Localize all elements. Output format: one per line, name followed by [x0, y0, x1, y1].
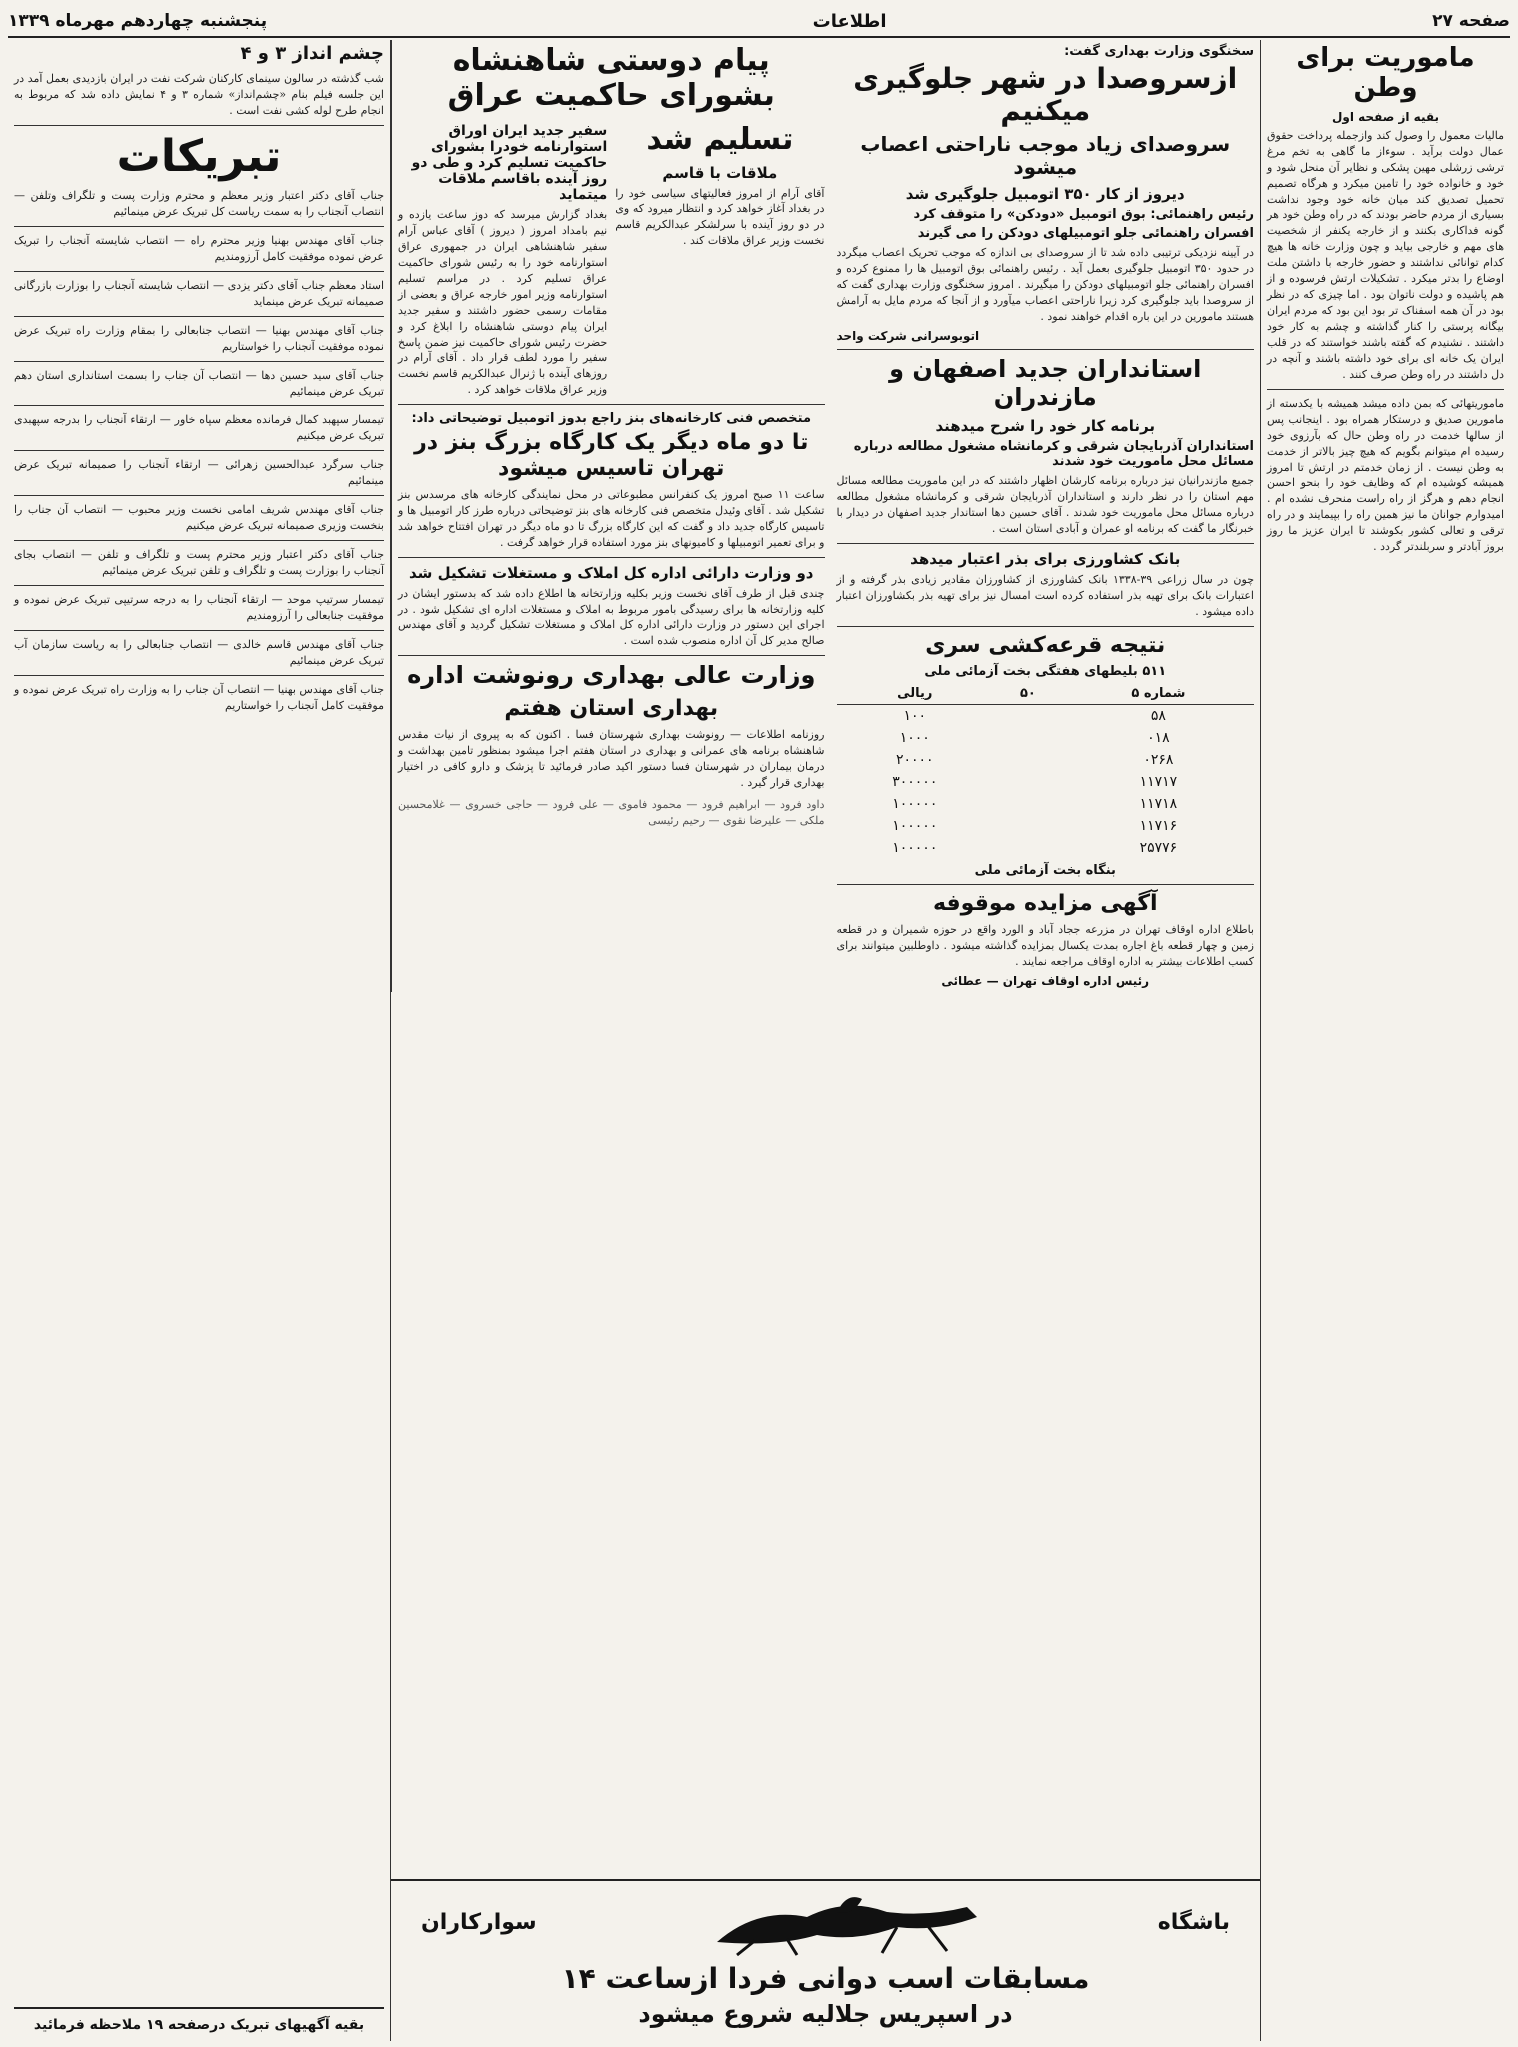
headline-film: چشم انداز ۳ و ۴ — [240, 43, 384, 64]
governors-lead: استانداران آذربایجان شرقی و کرمانشاه مشغول مطالعه درباره مسائل محل ماموریت خود شدند — [853, 439, 1254, 470]
auction-title: آگهی مزایده موقوفه — [932, 891, 1158, 917]
congrats-entry: جناب سرگرد عبدالحسین زهرائی — ارتقاء آنجناب را صمیمانه تبریک عرض مینمائیم — [14, 458, 384, 488]
ad-line-1: مسابقات اسب دوانی فردا ازساعت ۱۴ — [561, 1962, 1090, 1995]
divider — [398, 557, 825, 558]
lottery-row — [837, 837, 1255, 859]
iraq-article — [398, 119, 825, 398]
column-4 — [8, 40, 390, 2041]
benz-intro: متخصص فنی کارخانه‌های بنز راجع بدوز اتومبیل توضیحاتی داد: — [411, 411, 812, 427]
headline-noise: ازسروصدا در شهر جلوگیری میکنیم — [853, 62, 1238, 128]
iraq-body: بغداد گزارش میرسد که دوز ساعت یازده و نیم بامداد امروز ( دیروز ) آقای عباس آرام سفیر شاهنشاهی ایران در جمهوری عراق استوارنامه خود را به رئیس شورای حاکمیت عراق تسلیم کرد . در مراسم تسلیم استوارنامه وزیر امور خارجه عراق و بعضی از مقامات رسمی حضور داشتند و سفیر جدید ایران پیام دوستی شاهنشاه را ابلاغ کرد و حضرت رئیس شورای حاکمیت نیز ضمن پاسخ سفیر را مورد لطف قرار داد . آقای آرام در روزهای آینده با ژنرال عبدالکریم قاسم نخست وزیر عراق ملاقات خواهد کرد . — [398, 208, 608, 397]
lottery-row — [837, 793, 1255, 815]
lottery-prize: ۲۰۰۰۰ — [895, 752, 934, 769]
column-3 — [831, 40, 1261, 992]
article-mission-body: مالیات معمول را وصول کند وازجمله پرداخت حقوق عمال دولت برآید . سوءاز ما گاهی به تخم مرغ ترشی زرشلی مهین پشکی و نظایر آن منحل شود و خود و خانواده خود را تامین میکرد و هرگاه تصمیم تحمیل تصدیق کند میان خانه خود وجود نداشت بسیاری از مردم حاضر بودند که در راه وطن خود هر گونه فداکاری بکنند و از خارجه یکنفر از شخصیت های مهم و خارجی بیاید و چون وزارت خانه ها هیچ کدام توانائی نداشتند و حضور خارجه با داشتن ملت اوضاع را بدتر میکرد . تشکیلات ارتش فرسوده و از هم پاشیده و دولت ناتوان بود . اما چیزی که در نظر بود در آن همه اسفناک تر بود این بود که مردم ایران بیگانه پرستی را کنار گذاشته و چشم به کار خود داشتند . نشنیدم که گفته باشند خواستند که در قلب ایران یک خانه ای برای خود داشته باشند و آنچه در دل داشتند در راه وطن صرف کنند . — [1267, 128, 1504, 381]
horse-race-ad — [391, 1879, 1260, 2041]
divider — [14, 226, 384, 227]
lottery-number: ۱۱۷۱۶ — [1139, 818, 1178, 835]
divider — [14, 630, 384, 631]
divider — [14, 540, 384, 541]
congrats-entry: استاد معظم جناب آقای دکتر یزدی — انتصاب شایسته آنجناب را بوزارت بازرگانی صمیمانه تبریک عرض مینماید — [14, 278, 384, 308]
lottery-title: نتیجه قرعه‌کشی سری — [925, 632, 1166, 658]
lottery-prize: ۱۰۰۰۰۰ — [892, 840, 938, 857]
congrats-entry: تیمسار سپهبد کمال فرمانده معظم سپاه خاور — ارتقاء آنجناب را بدرجه سپهبدی تبریک عرض میکنیم — [14, 413, 384, 443]
article-mission-body-cont: ماموریتهائی که بمن داده میشد همیشه با یکدسته از مامورین صدیق و درستکار همراه بود . اینجانب پس از سالها خدمت در راه وطن حال که بآرزوی خود رسیده ام میتوانم بگویم که هیچ چیز بالاتر از خدمت به وطن نیست . از زمان خدمتم در ارتش تا امروز همیشه کوشیده ام که وظایف خود را بنحو احسن انجام دهم و هرگز از راه راست منحرف نشده ام . امیدوارم جوانان ما نیز همین راه را بپیمایند و در راه ترقی و تعالی کشور بکوشند تا ایران عزیز ما روز بروز آبادتر و سربلندتر گردد . — [1267, 396, 1504, 554]
headline-property: دو وزارت دارائی اداره کل املاک و مستغلات تشکیل شد — [409, 563, 814, 582]
divider — [14, 271, 384, 272]
headline-governors: استانداران جدید اصفهان و مازندران — [889, 355, 1202, 411]
horse-rider-icon — [697, 1887, 997, 1957]
headline-bank: بانک کشاورزی برای بذر اعتبار میدهد — [910, 550, 1181, 568]
lottery-number: ۱۱۷۱۸ — [1139, 796, 1178, 813]
congrats-entry: جناب آقای مهندس قاسم خالدی — انتصاب جنابعالی را به ریاست سازمان آب تبریک عرض مینمائیم — [14, 637, 384, 667]
congrats-entry: جناب آقای مهندس بهنیا وزیر محترم راه — انتصاب شایسته آنجناب را تبریک عرض نموده موفقیت کامل آرزومندیم — [14, 233, 384, 263]
lottery-prize: ۱۰۰ — [903, 708, 927, 725]
ad-header — [391, 1881, 1260, 1957]
divider — [14, 125, 384, 126]
ad-line-2: در اسپریس جلالیه شروع میشود — [638, 2000, 1013, 2029]
lottery-row — [837, 705, 1255, 728]
bank-body: چون در سال زراعی ۳۹-۱۳۳۸ بانک کشاورزی از کشاورزان مقادیر زیادی بذر گرفته و از اعتبارات بانک برای تهیه بذر استفاده کرده است امسال نیز برای تهیه بذر بکشاورزان اعتبار داده میشود . — [836, 573, 1254, 618]
congrats-footer-box — [14, 2007, 384, 2037]
column-2 — [391, 40, 831, 992]
lottery-number: ۵۸ — [1150, 708, 1166, 725]
subhead-qasim: ملاقات با قاسم — [662, 163, 778, 182]
continued-note: بقیه از صفحه اول — [1331, 109, 1439, 124]
health-body: روزنامه اطلاعات — رونوشت بهداری شهرستان فسا . اکنون که به پیروی از نیات مقدس شاهنشاه برنامه های عمرانی و بهداری در استان هفتم اجرا میشود بمنظور تامین بهداشت و درمان بیماران در شهرستان فسا دستور اکید صادر فرمائید تا پزشک و دارو کافی در اختیار بهداری قرار گیرد . — [398, 728, 825, 790]
lottery-col-rial: ریالی — [837, 683, 994, 705]
headline-health-2: بهداری استان هفتم — [504, 695, 719, 721]
congrats-entry: جناب آقای دکتر اعتبار وزیر محترم پست و تلگراف و تلفن — انتصاب بجای آنجناب را بوزارت پست و تلگراف و تلفن تبریک عرض مینمائیم — [14, 548, 384, 578]
congrats-entry: جناب آقای مهندس بهنیا — انتصاب جنابعالی را بمقام وزارت راه تبریک عرض نموده موفقیت آنجناب را خواستاریم — [14, 323, 384, 353]
divider — [14, 405, 384, 406]
congrats-entry: تیمسار سرتیپ موحد — ارتقاء آنجناب را به درجه سرتیپی تبریک عرض نموده و موفقیت جنابعالی را آرزومندیم — [14, 592, 384, 622]
lottery-number: ۱۱۷۱۷ — [1139, 774, 1178, 791]
page-number: صفحه ۲۷ — [1432, 11, 1510, 31]
lottery-prize: ۱۰۰۰۰۰ — [892, 818, 938, 835]
iraq-article-right — [398, 119, 607, 398]
center-block — [390, 40, 1260, 2041]
headline-submitted: تسلیم شد — [646, 122, 794, 157]
lottery-prize: ۱۰۰۰۰۰ — [892, 796, 938, 813]
divider — [398, 404, 825, 405]
lottery-number: ۰۱۸ — [1147, 730, 1170, 747]
lottery-col-number: شماره ۵ — [1063, 683, 1254, 705]
auction-sign: رئیس اداره اوقاف تهران — عطائی — [941, 974, 1150, 989]
lottery-col-50: ۵۰ — [993, 683, 1063, 705]
paper-name: اطلاعات — [812, 10, 887, 32]
columns — [8, 40, 1510, 2041]
lottery-prize: ۳۰۰۰۰۰ — [892, 774, 938, 791]
divider — [14, 316, 384, 317]
lottery-prize: ۱۰۰۰ — [899, 730, 930, 747]
congrats-title: تبریکات — [116, 130, 282, 182]
lottery-row — [837, 749, 1255, 771]
congrats-entry: جناب آقای دکتر اعتبار وزیر معظم و محترم وزارت پست و تلگراف وتلفن — انتصاب آنجناب را به سمت ریاست کل تبریک عرض مینمائیم — [14, 189, 384, 219]
headline-health: وزارت عالی بهداری رونوشت اداره — [407, 661, 816, 690]
iraq-article-left — [615, 119, 824, 398]
governors-body: جمیع مازندرانیان نیز درباره برنامه کارشان اظهار داشتند که در این ماموریت مطالعه مسائل مهم استان را در نظر دارند و استانداران آذربایجان شرقی و کرمانشاه مشغول مطالعه درباره مسائل محل ماموریت خود شدند . آقای حسین دها استاندار جدید اصفهان در دیدار با خبرنگار ما گفت که برنامه او عمران و آبادی استان است . — [836, 474, 1254, 536]
health-names: داود فرود — ابراهیم فرود — محمود فاموی — علی فرود — حاجی خسروی — غلامحسین ملکی — علیرضا نقوی — رحیم رئیسی — [398, 797, 825, 827]
divider — [14, 450, 384, 451]
lottery-row — [837, 771, 1255, 793]
noise-body: در آیینه نزدیکی ترتیبی داده شد تا از سروصدای بی اندازه که موجب تحریک اعصاب میگردد در حدود ۳۵۰ اتومبیل جلوگیری بعمل آید . رئیس راهنمائی بوق اتومبیل ها را ممنوع کرده و افسران راهنمائی جلو اتومبیلهای دودکن را میگیرند . امروز سخنگوی وزارت بهداری گفت که از سروصدا باید جلوگیری کرد زیرا ناراحتی اعصاب میآورد و از آنجا که مردم مایل به آرامش هستند مامورین در این باره اقدام خواهند نمود . — [836, 246, 1254, 324]
lottery-row — [837, 815, 1255, 837]
column-1 — [1260, 40, 1510, 2041]
subhead-qasim-body: آقای آرام از امروز فعالیتهای سیاسی خود را در بغداد آغاز خواهد کرد و انتظار میرود که وی در دو روز آینده با سرلشکر عبدالکریم قاسم نخست وزیر عراق ملاقات کند . — [615, 186, 825, 248]
noise-bullet-1: رئیس راهنمائی: بوق اتومبیل «دودکن» را متوقف کرد — [913, 207, 1254, 223]
lottery-header-row — [837, 683, 1255, 705]
auction-body: باطلاع اداره اوقاف تهران در مزرعه ججاد آباد و الورد واقع در حوزه شمیران و در قطعه زمین و چهار قطعه باغ اجاره بمدت یکسال بمزایده گذاشته میشود . داوطلبین میتوانند برای کسب اطلاعات بیشتر به اداره اوقاف مراجعه نمایند . — [836, 923, 1254, 969]
divider — [14, 495, 384, 496]
lottery-footer: بنگاه بخت آزمائی ملی — [974, 863, 1116, 879]
divider — [1267, 389, 1504, 390]
divider — [837, 884, 1255, 885]
congrats-entry: جناب آقای مهندس بهنیا — انتصاب آن جناب را به وزارت راه تبریک عرض نموده و موفقیت کامل آنجناب را خواستاریم — [14, 682, 384, 712]
ad-club-name: سوارکاران — [421, 1909, 537, 1935]
divider — [837, 543, 1255, 544]
divider — [837, 626, 1255, 627]
issue-date: پنجشنبه چهاردهم مهرماه ۱۳۳۹ — [8, 11, 268, 31]
lottery-number: ۲۵۷۷۶ — [1139, 840, 1178, 857]
congrats-footer: بقیه آگهیهای تبریک درصفحه ۱۹ ملاحظه فرمائید — [33, 2017, 365, 2033]
noise-intro: سخنگوی وزارت بهداری گفت: — [1064, 44, 1254, 59]
divider — [14, 585, 384, 586]
headline-benz: تا دو ماه دیگر یک کارگاه بزرگ بنز در تهران تاسیس میشود — [414, 430, 809, 481]
congrats-entry: جناب آقای سید حسین دها — انتصاب آن جناب را بسمت استانداری استان دهم تبریک عرض مینمائیم — [14, 368, 384, 398]
congrats-entry: جناب آقای مهندس شریف امامی نخست وزیر محبوب — انتصاب آن جناب را بنخست وزیری صمیمانه تبریک عرض میکنیم — [14, 503, 384, 533]
ad-club: باشگاه — [1157, 1909, 1230, 1935]
benz-body: ساعت ۱۱ صبح امروز یک کنفرانس مطبوعاتی در محل نمایندگی کارخانه های مرسدس بنز تشکیل شد . آقای وئیدل متخصص فنی کارخانه های بنز توضیحاتی درباره طرز کار اتومبیل ها و تاسیس کارگاه جدید داد و گفت که این کارگاه بزرگ تا دو ماه دیگر در تهران افتتاح خواهد شد و برای تعمیر اتومبیلها و کامیونهای بنز مورد استفاده قرار خواهد گرفت . — [398, 487, 825, 549]
divider — [14, 361, 384, 362]
film-body: شب گذشته در سالون سینمای کارکنان شرکت نفت در ایران بازدیدی بعمل آمد در این جلسه فیلم بنام «چشم‌انداز» شماره ۳ و ۴ نمایش داده شد که مربوط به انجام طرح لوله کشی نفت است . — [14, 71, 384, 117]
noise-byline: اتوبوسرانی شرکت واحد — [836, 329, 980, 344]
iraq-lead: سفیر جدید ایران اوراق استوارنامه خودرا بشورای حاکمیت تسلیم کرد و طی دو روز آینده باقاسم ملاقات میتماید — [411, 123, 608, 203]
headline-mission: ماموریت برای وطن — [1296, 43, 1475, 103]
masthead — [8, 6, 1510, 38]
lottery-sub: ۵۱۱ بلیطهای هفتگی بخت آزمائی ملی — [924, 664, 1167, 680]
noise-sub: سروصدای زیاد موجب ناراحتی اعصاب میشود — [860, 132, 1231, 180]
headline-iraq: پیام دوستی شاهنشاه بشورای حاکمیت عراق — [447, 43, 775, 113]
lottery-table — [837, 683, 1255, 859]
noise-bullet-2: افسران راهنمائی جلو اتومبیلهای دودکن را می گیرند — [917, 226, 1254, 242]
lottery-number: ۰۲۶۸ — [1143, 752, 1174, 769]
lottery-row — [837, 727, 1255, 749]
divider — [837, 349, 1255, 350]
divider — [14, 675, 384, 676]
governors-sub: برنامه کار خود را شرح میدهند — [935, 417, 1156, 436]
property-body: چندی قبل از طرف آقای نخست وزیر بکلیه وزارتخانه ها اطلاع داده شد که بدستور ایشان در کلیه وزارتخانه ها برای رسیدگی بامور مربوط به املاک و مستغلات اداره ای تشکیل شود . در اجرای این دستور در وزارت دارائی اداره کل املاک و مستغلات تشکیل گردید و آقای مهندس صالح مدیر کل آن اداره منصوب شده است . — [398, 586, 825, 648]
divider — [398, 655, 825, 656]
center-top — [391, 40, 1260, 992]
noise-sub2: دیروز از کار ۳۵۰ اتومبیل جلوگیری شد — [905, 185, 1185, 204]
